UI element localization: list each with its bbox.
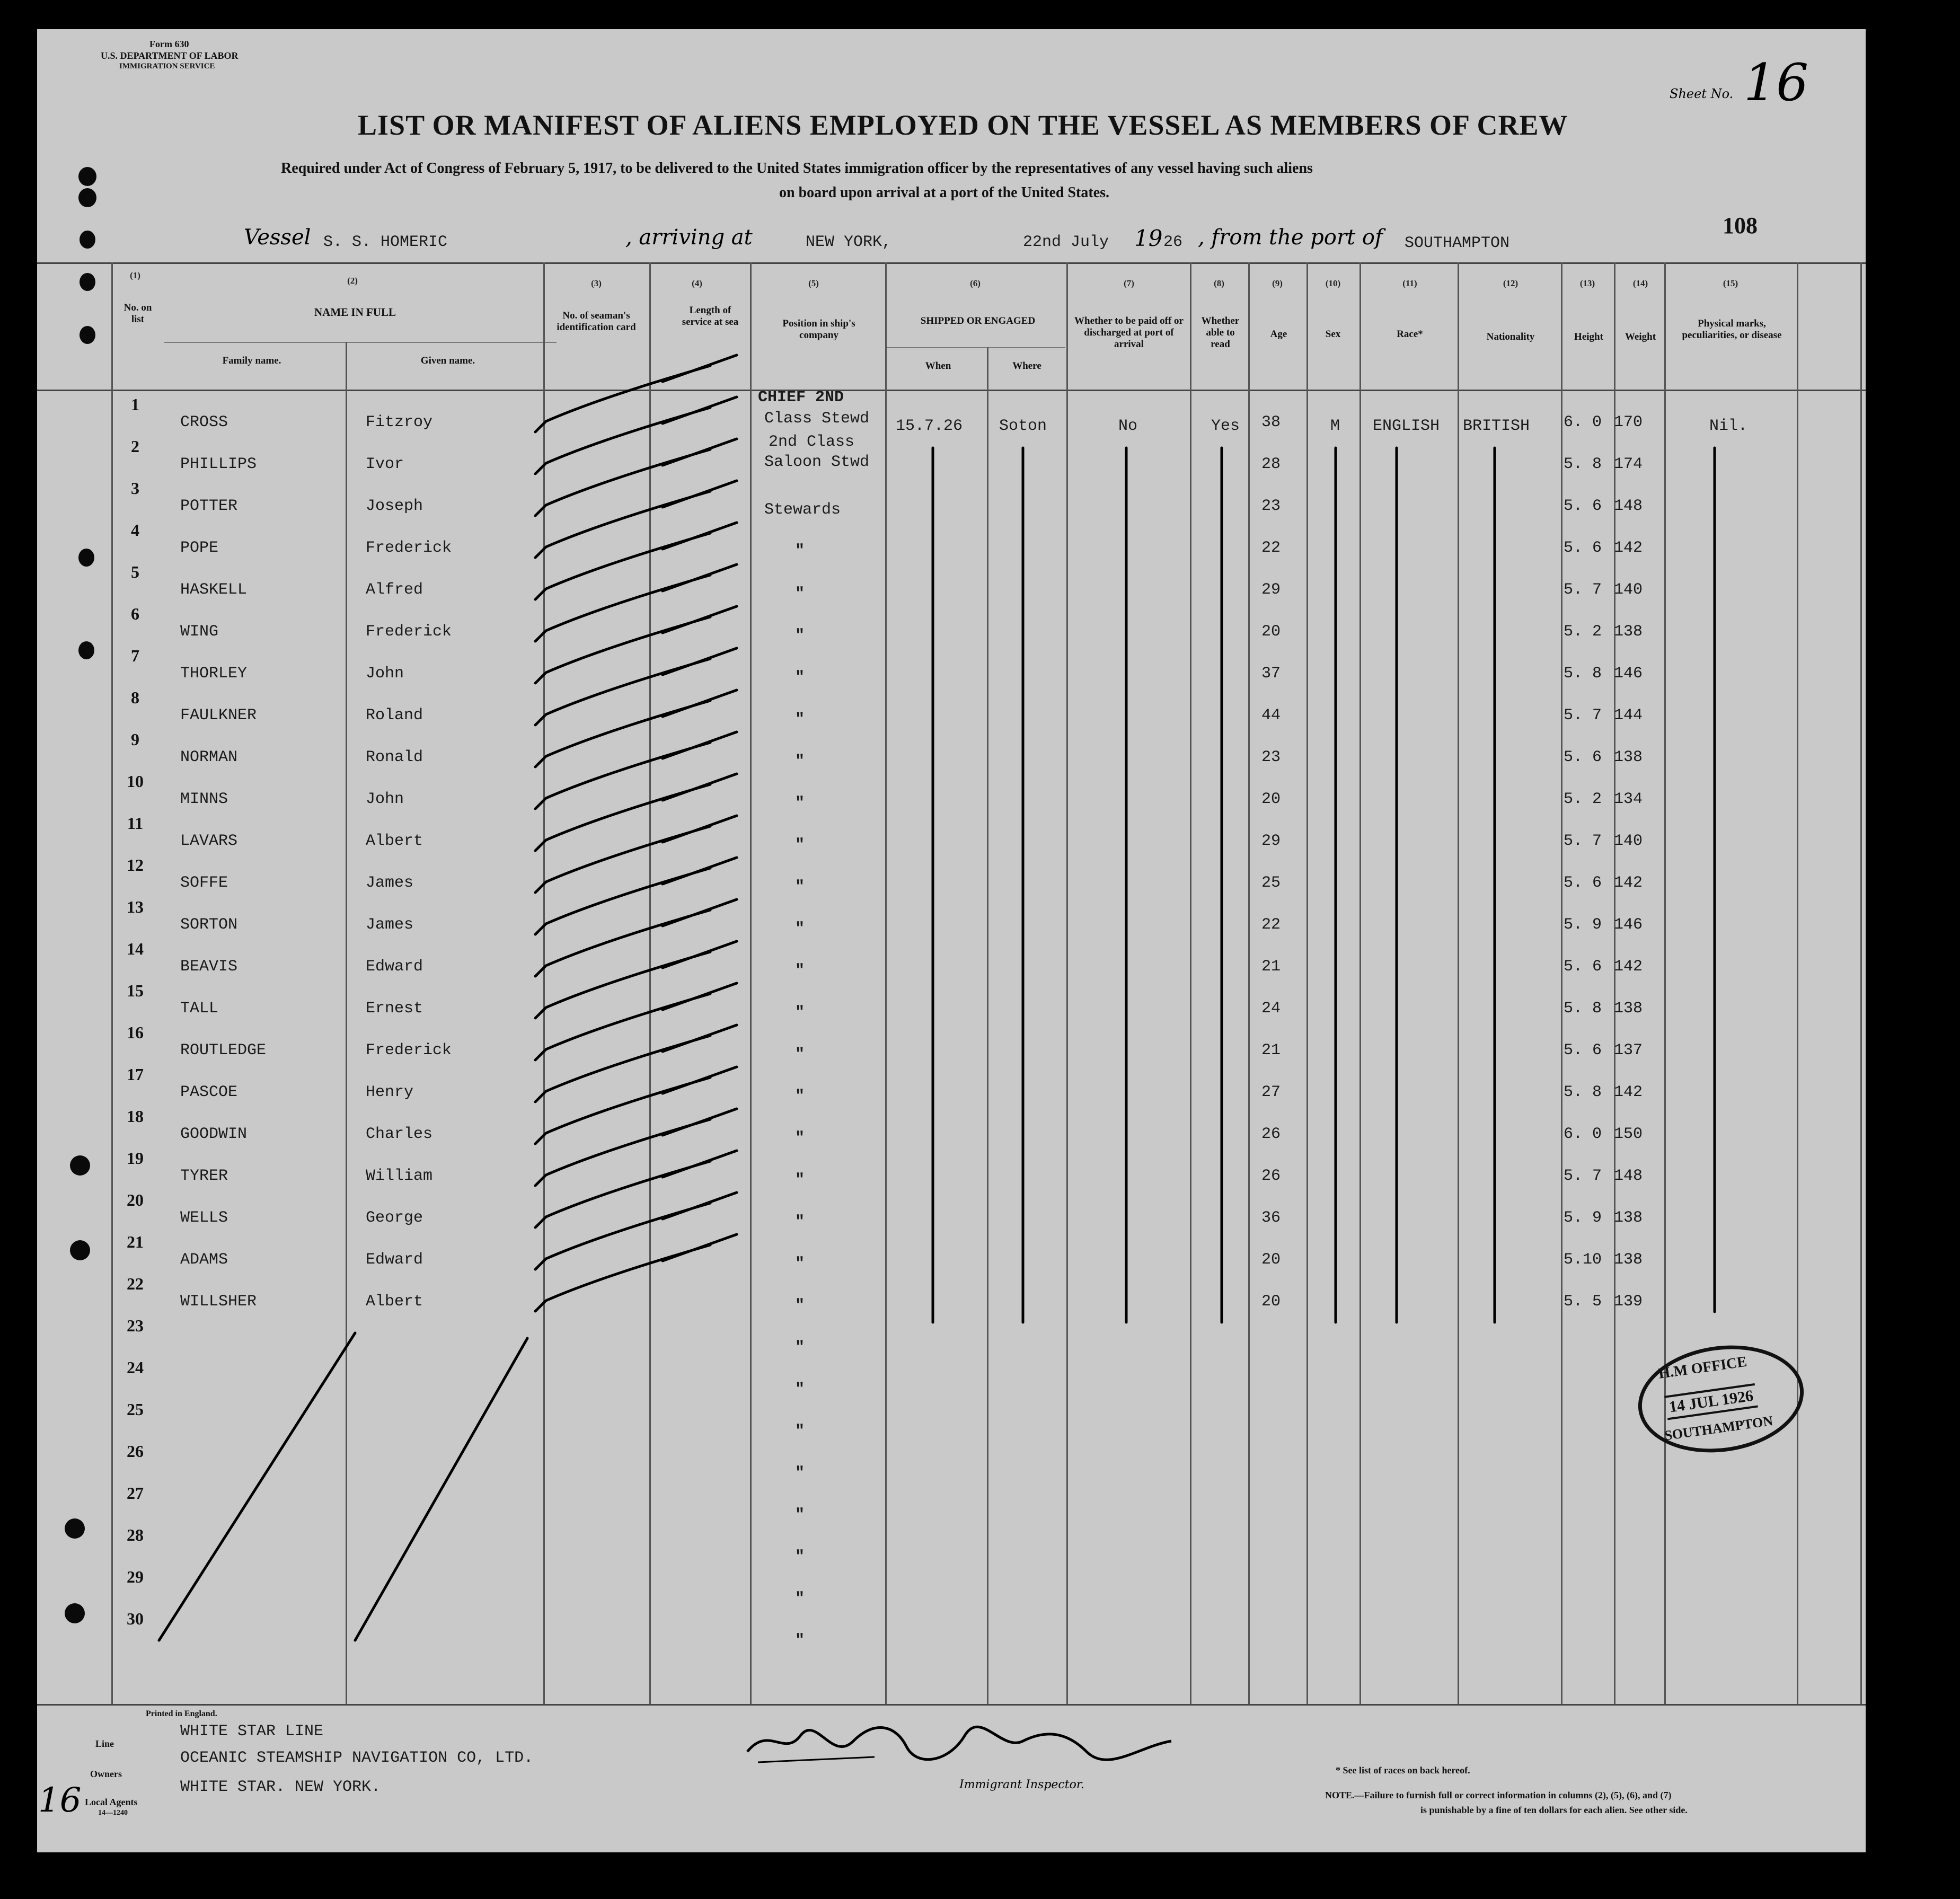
weight: 148: [1614, 1167, 1643, 1185]
given-name: Charles: [366, 1125, 433, 1143]
row-number: 4: [131, 520, 139, 540]
check-mark: [535, 648, 737, 725]
col-11-heading: Race*: [1397, 329, 1423, 340]
form-subtitle-1: Required under Act of Congress of February 5, 1917, to be delivered to the United States immigration officer by the representatives of any vessel having such aliens: [281, 160, 1313, 176]
col-13-heading: Height: [1574, 331, 1603, 342]
col-3-heading: No. of seaman's identification card: [557, 310, 636, 333]
weight: 142: [1614, 539, 1643, 557]
family-name: POTTER: [180, 497, 238, 515]
row-number: 25: [127, 1400, 144, 1419]
check-mark: [535, 816, 737, 893]
family-name: LAVARS: [180, 832, 238, 850]
ditto-mark: ": [795, 1088, 805, 1106]
year-prefix: 19: [1134, 225, 1163, 251]
weight: 138: [1614, 748, 1643, 766]
binder-hole: [78, 167, 96, 186]
age: 37: [1261, 665, 1281, 683]
family-name: WILLSHER: [180, 1293, 257, 1311]
penalty-note-1: NOTE.—Failure to furnish full or correct information in columns (2), (5), (6), and (7): [1325, 1790, 1672, 1800]
ditto-mark: ": [795, 1590, 805, 1608]
family-name: BEAVIS: [180, 958, 238, 976]
position-row4: ": [795, 542, 805, 560]
col-12-number: (12): [1503, 278, 1518, 288]
weight: 142: [1614, 1083, 1643, 1101]
ditto-mark: ": [795, 1464, 805, 1482]
age: 29: [1261, 832, 1281, 850]
height: 5. 7: [1564, 581, 1602, 599]
height: 6. 0: [1564, 1125, 1602, 1143]
row-number: 13: [127, 897, 144, 916]
handwritten-marks: [37, 29, 1866, 1852]
line-label: Line: [95, 1738, 114, 1749]
family-name: GOODWIN: [180, 1125, 248, 1143]
ditto-mark: ": [795, 669, 805, 687]
row-number: 21: [127, 1232, 144, 1251]
height: 5. 7: [1564, 1167, 1602, 1185]
binder-hole: [70, 1240, 90, 1260]
check-mark: [535, 899, 737, 976]
height: 5. 7: [1564, 706, 1602, 725]
age: 29: [1261, 581, 1281, 599]
weight: 137: [1614, 1041, 1643, 1059]
given-name: John: [366, 665, 404, 683]
binder-hole: [70, 1155, 90, 1176]
family-name: ADAMS: [180, 1251, 228, 1269]
height: 5. 6: [1564, 748, 1602, 766]
given-name: George: [366, 1209, 423, 1227]
age: 36: [1261, 1209, 1281, 1227]
ditto-mark: ": [795, 1381, 805, 1399]
col-7-heading: Whether to be paid off or discharged at port of arrival: [1074, 315, 1184, 350]
family-name: PHILLIPS: [180, 455, 257, 473]
binder-hole: [80, 231, 95, 249]
form-code: 14—1240: [98, 1809, 128, 1817]
age: 26: [1261, 1167, 1281, 1185]
given-name: Edward: [366, 1251, 423, 1269]
col-10-number: (10): [1325, 278, 1341, 288]
row-number: 2: [131, 437, 139, 456]
row-number: 6: [131, 604, 139, 623]
row-number: 19: [127, 1149, 144, 1168]
given-name: Fitzroy: [366, 413, 433, 431]
row-number: 5: [131, 562, 139, 581]
row-number: 3: [131, 479, 139, 498]
ditto-mark: ": [795, 836, 805, 854]
given-name: William: [366, 1167, 433, 1185]
check-mark: [535, 1025, 737, 1102]
col-8-heading: Whether able to read: [1201, 315, 1240, 350]
family-name: FAULKNER: [180, 706, 257, 725]
col-1-heading: No. on list: [123, 302, 152, 325]
age: 20: [1261, 1293, 1281, 1311]
family-name: PASCOE: [180, 1083, 238, 1101]
col-7-number: (7): [1124, 278, 1134, 288]
service: IMMIGRATION SERVICE: [119, 62, 215, 70]
printed-note: Printed in England.: [146, 1709, 217, 1718]
weight: 142: [1614, 874, 1643, 892]
shipped-where: Soton: [999, 417, 1047, 435]
col-13-number: (13): [1579, 278, 1595, 288]
height: 5. 8: [1564, 665, 1602, 683]
sheet-label: Sheet No.: [1670, 86, 1734, 101]
weight: 174: [1614, 455, 1643, 473]
height: 5. 6: [1564, 539, 1602, 557]
family-name: POPE: [180, 539, 219, 557]
binder-hole: [80, 273, 95, 291]
col-6-heading: SHIPPED OR ENGAGED: [920, 315, 1036, 326]
from-port: SOUTHAMPTON: [1405, 234, 1510, 252]
position-row1-line2: Class Stewd: [764, 410, 870, 428]
able-to-read: Yes: [1211, 417, 1240, 435]
row-number: 18: [127, 1107, 144, 1126]
age: 24: [1261, 1000, 1281, 1018]
row-number: 17: [127, 1065, 144, 1084]
ditto-mark: ": [795, 794, 805, 812]
height: 5. 9: [1564, 916, 1602, 934]
check-mark: [535, 481, 737, 558]
office-stamp: [1631, 1335, 1811, 1463]
height: 5.10: [1564, 1251, 1602, 1269]
line-value: WHITE STAR LINE: [180, 1723, 324, 1741]
col-4-heading: Length of service at sea: [682, 305, 739, 328]
age: 21: [1261, 958, 1281, 976]
family-name: WELLS: [180, 1209, 228, 1227]
given-name: John: [366, 790, 404, 808]
owners-label: Owners: [90, 1769, 122, 1779]
ditto-mark: ": [795, 1255, 805, 1273]
from-label: , from the port of: [1198, 225, 1383, 250]
binder-hole: [65, 1603, 85, 1623]
age: 23: [1261, 497, 1281, 515]
age: 22: [1261, 916, 1281, 934]
given-name: Alfred: [366, 581, 423, 599]
check-mark: [535, 564, 737, 641]
nationality: BRITISH: [1463, 417, 1530, 435]
stamp-date: 14 JUL 1926: [1664, 1383, 1758, 1420]
row-number: 20: [127, 1190, 144, 1209]
weight: 142: [1614, 958, 1643, 976]
binder-hole: [78, 188, 96, 207]
position-row2-line2: Saloon Stwd: [764, 453, 870, 471]
weight: 146: [1614, 916, 1643, 934]
vessel-label: Vessel: [244, 225, 311, 250]
weight: 170: [1614, 413, 1643, 431]
arrival-date: 22nd July: [1023, 233, 1109, 251]
given-name: Frederick: [366, 1041, 452, 1059]
check-mark: [535, 774, 737, 851]
weight: 140: [1614, 832, 1643, 850]
age: 20: [1261, 623, 1281, 641]
col-15-number: (15): [1723, 278, 1738, 288]
col-12-heading: Nationality: [1486, 331, 1535, 342]
check-mark: [535, 397, 737, 474]
given-name: Henry: [366, 1083, 414, 1101]
family-name: ROUTLEDGE: [180, 1041, 267, 1059]
department: U.S. DEPARTMENT OF LABOR: [101, 50, 239, 61]
height: 6. 0: [1564, 413, 1602, 431]
ditto-mark: ": [795, 878, 805, 896]
ditto-mark: ": [795, 1506, 805, 1524]
height: 5. 6: [1564, 497, 1602, 515]
col-10-heading: Sex: [1325, 329, 1341, 340]
ditto-mark: ": [795, 1129, 805, 1147]
age: 44: [1261, 706, 1281, 725]
height: 5. 2: [1564, 790, 1602, 808]
height: 5. 2: [1564, 623, 1602, 641]
vessel-name: S. S. HOMERIC: [323, 233, 448, 251]
age: 27: [1261, 1083, 1281, 1101]
given-name: Joseph: [366, 497, 423, 515]
stamp-bottom: SOUTHAMPTON: [1663, 1412, 1774, 1444]
family-name: CROSS: [180, 413, 228, 431]
position-row3: Stewards: [764, 501, 841, 519]
penalty-note-2: is punishable by a fine of ten dollars for each alien. See other side.: [1420, 1805, 1688, 1815]
col-6b-heading: Where: [1012, 360, 1041, 372]
col-6-number: (6): [970, 278, 981, 288]
check-mark: [535, 941, 737, 1018]
arriving-port: NEW YORK,: [806, 233, 892, 251]
given-name: Frederick: [366, 623, 452, 641]
given-name: James: [366, 916, 414, 934]
ditto-mark: ": [795, 711, 805, 729]
ditto-mark: ": [795, 1297, 805, 1315]
weight: 138: [1614, 623, 1643, 641]
row-number: 9: [131, 730, 139, 749]
position-row1-line1: CHIEF 2ND: [758, 388, 844, 407]
row-number: 12: [127, 855, 144, 875]
height: 5. 8: [1564, 1000, 1602, 1018]
agents-value: WHITE STAR. NEW YORK.: [180, 1778, 381, 1796]
ditto-mark: ": [795, 627, 805, 645]
height: 5. 6: [1564, 958, 1602, 976]
family-name: HASKELL: [180, 581, 248, 599]
check-mark: [535, 1109, 737, 1186]
given-name: James: [366, 874, 414, 892]
given-name: Roland: [366, 706, 423, 725]
col-5-number: (5): [808, 278, 819, 288]
ditto-mark: ": [795, 962, 805, 980]
col-4-number: (4): [692, 278, 702, 288]
col-15-heading: Physical marks, peculiarities, or disease: [1682, 318, 1782, 341]
weight: 140: [1614, 581, 1643, 599]
weight: 138: [1614, 1209, 1643, 1227]
height: 5. 6: [1564, 874, 1602, 892]
weight: 150: [1614, 1125, 1643, 1143]
page-number: 108: [1723, 213, 1758, 239]
races-note: * See list of races on back hereof.: [1336, 1765, 1470, 1776]
family-name: TYRER: [180, 1167, 228, 1185]
row-number: 22: [127, 1274, 144, 1293]
row-number: 10: [127, 772, 144, 791]
ditto-mark: ": [795, 920, 805, 938]
given-name: Albert: [366, 1293, 423, 1311]
sex: M: [1330, 417, 1340, 435]
weight: 138: [1614, 1251, 1643, 1269]
row-number: 14: [127, 939, 144, 958]
form-subtitle-2: on board upon arrival at a port of the United States.: [779, 184, 1110, 201]
family-name: NORMAN: [180, 748, 238, 766]
col-2a-heading: Family name.: [222, 355, 281, 366]
family-name: TALL: [180, 1000, 219, 1018]
form-title: LIST OR MANIFEST OF ALIENS EMPLOYED ON THE VESSEL AS MEMBERS OF CREW: [358, 109, 1568, 141]
check-mark: [535, 1234, 737, 1311]
check-mark: [535, 858, 737, 934]
age: 20: [1261, 1251, 1281, 1269]
check-mark: [535, 1193, 737, 1269]
physical-marks: Nil.: [1709, 417, 1748, 435]
row-number: 8: [131, 688, 139, 707]
row-number: 30: [127, 1609, 144, 1628]
age: 25: [1261, 874, 1281, 892]
row-number: 29: [127, 1567, 144, 1586]
row-number: 24: [127, 1358, 144, 1377]
family-name: SORTON: [180, 916, 238, 934]
given-name: Albert: [366, 832, 423, 850]
check-mark: [535, 983, 737, 1060]
col-9-heading: Age: [1270, 329, 1287, 340]
family-name: SOFFE: [180, 874, 228, 892]
age: 28: [1261, 455, 1281, 473]
given-name: Edward: [366, 958, 423, 976]
row-number: 26: [127, 1442, 144, 1461]
col-5-heading: Position in ship's company: [782, 318, 855, 341]
ditto-mark: ": [795, 1004, 805, 1022]
col-2-number: (2): [347, 276, 358, 286]
weight: 148: [1614, 497, 1643, 515]
age: 20: [1261, 790, 1281, 808]
shipped-when: 15.7.26: [896, 417, 963, 435]
owners-value: OCEANIC STEAMSHIP NAVIGATION CO, LTD.: [180, 1749, 534, 1767]
stamp-top: H.M OFFICE: [1657, 1353, 1748, 1382]
height: 5. 6: [1564, 1041, 1602, 1059]
form-number: Form 630: [149, 39, 189, 49]
col-6a-heading: When: [925, 360, 951, 372]
weight: 144: [1614, 706, 1643, 725]
row-number: 11: [127, 814, 144, 833]
age: 21: [1261, 1041, 1281, 1059]
age: 23: [1261, 748, 1281, 766]
paid-off: No: [1118, 417, 1138, 435]
row-number: 23: [127, 1316, 144, 1335]
height: 5. 9: [1564, 1209, 1602, 1227]
family-name: MINNS: [180, 790, 228, 808]
ditto-mark: ": [795, 585, 805, 603]
binder-hole: [65, 1518, 85, 1539]
row-number: 28: [127, 1525, 144, 1544]
weight: 146: [1614, 665, 1643, 683]
ditto-mark: ": [795, 1339, 805, 1357]
col-1-number: (1): [130, 270, 140, 280]
height: 5. 5: [1564, 1293, 1602, 1311]
col-9-number: (9): [1272, 278, 1283, 288]
row-number: 7: [131, 646, 139, 665]
arriving-label: , arriving at: [625, 225, 753, 250]
age: 26: [1261, 1125, 1281, 1143]
row-number: 15: [127, 981, 144, 1000]
check-mark: [535, 523, 737, 599]
weight: 138: [1614, 1000, 1643, 1018]
age: 22: [1261, 539, 1281, 557]
year-suffix: 26: [1163, 233, 1183, 251]
col-2b-heading: Given name.: [420, 355, 475, 366]
col-3-number: (3): [591, 278, 602, 288]
ditto-mark: ": [795, 1548, 805, 1566]
ditto-mark: ": [795, 1632, 805, 1650]
binder-hole: [80, 326, 95, 344]
col-14-number: (14): [1632, 278, 1648, 288]
family-name: THORLEY: [180, 665, 248, 683]
given-name: Ivor: [366, 455, 404, 473]
ditto-mark: ": [795, 753, 805, 771]
family-name: WING: [180, 623, 219, 641]
row-number: 1: [131, 395, 139, 414]
row-number: 27: [127, 1483, 144, 1503]
height: 5. 8: [1564, 455, 1602, 473]
check-mark: [535, 355, 737, 432]
race: ENGLISH: [1373, 417, 1440, 435]
ditto-mark: ": [795, 1213, 805, 1231]
check-mark: [535, 732, 737, 809]
binder-hole: [78, 641, 94, 659]
given-name: Ronald: [366, 748, 423, 766]
inspector-signature: [737, 1715, 1214, 1778]
inspector-label: Immigrant Inspector.: [959, 1778, 1084, 1791]
height: 5. 8: [1564, 1083, 1602, 1101]
check-mark: [535, 1067, 737, 1144]
ditto-mark: ": [795, 1046, 805, 1064]
row-number: 16: [127, 1023, 144, 1042]
given-name: Ernest: [366, 1000, 423, 1018]
position-row2-line1: 2nd Class: [769, 433, 855, 451]
col-8-number: (8): [1214, 278, 1224, 288]
corner-sheet-number: 16: [38, 1781, 82, 1820]
weight: 139: [1614, 1293, 1643, 1311]
height: 5. 7: [1564, 832, 1602, 850]
ditto-mark: ": [795, 1171, 805, 1189]
sheet-number: 16: [1744, 53, 1809, 112]
binder-hole: [78, 549, 94, 567]
ditto-mark: ": [795, 1423, 805, 1441]
check-mark: [535, 690, 737, 767]
check-mark: [535, 1151, 737, 1227]
agents-label: Local Agents: [85, 1797, 138, 1807]
check-mark: [535, 606, 737, 683]
manifest-sheet: [37, 29, 1866, 1852]
given-name: Frederick: [366, 539, 452, 557]
col-11-number: (11): [1402, 278, 1417, 288]
check-mark: [535, 439, 737, 516]
age: 38: [1261, 413, 1281, 431]
weight: 134: [1614, 790, 1643, 808]
col-14-heading: Weight: [1624, 331, 1656, 342]
col-2-heading: NAME IN FULL: [314, 306, 396, 319]
